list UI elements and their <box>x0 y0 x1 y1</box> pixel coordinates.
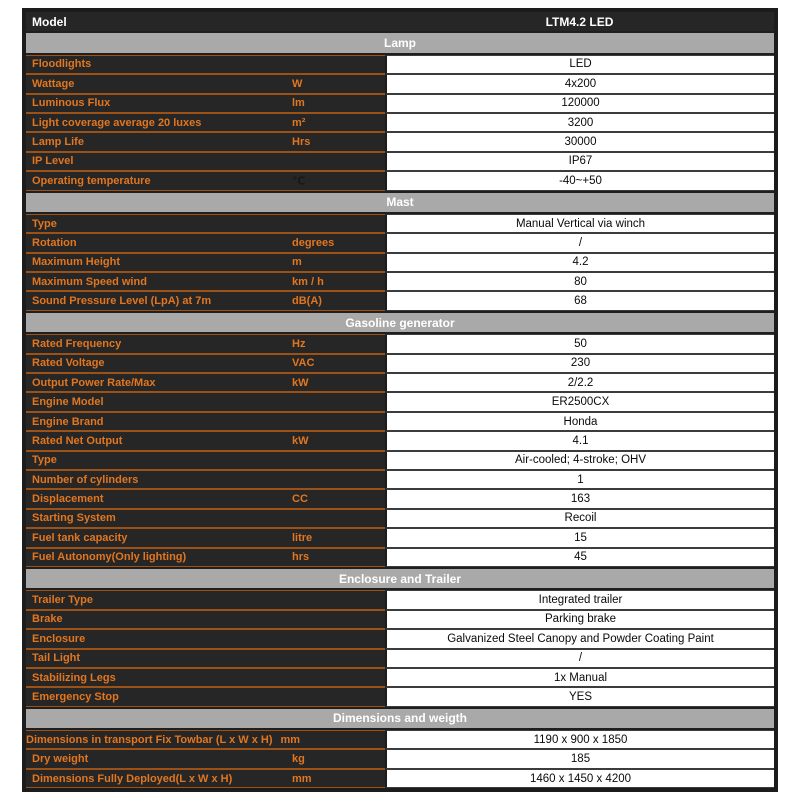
spec-row <box>26 354 774 373</box>
spec-value-cell: 1 <box>385 470 774 489</box>
row-unit: km / h <box>292 275 324 288</box>
spec-row <box>26 272 774 291</box>
row-unit: CC <box>292 493 308 506</box>
spec-label-cell <box>26 451 385 470</box>
row-unit: VAC <box>292 357 315 370</box>
row-label: Output Power Rate/Max <box>32 376 156 389</box>
row-label: Rated Voltage <box>32 357 105 370</box>
spec-value-cell: 230 <box>385 354 774 373</box>
row-label: Light coverage average 20 luxes <box>32 116 202 129</box>
spec-label-cell <box>26 649 385 668</box>
row-label: Starting System <box>32 512 116 525</box>
model-header-row <box>26 12 774 31</box>
spec-label-cell <box>26 233 385 252</box>
spec-label-cell <box>26 94 385 113</box>
spec-value-cell: 4x200 <box>385 74 774 93</box>
spec-row <box>26 152 774 171</box>
spec-row <box>26 74 774 93</box>
row-label: Number of cylinders <box>32 473 139 486</box>
section-title: Mast <box>386 195 414 210</box>
spec-label-cell <box>26 528 385 547</box>
spec-value-cell: 163 <box>385 489 774 508</box>
spec-label-cell <box>26 590 385 609</box>
spec-value-cell: / <box>385 649 774 668</box>
spec-value-cell: 30000 <box>385 132 774 151</box>
row-label: Lamp Life <box>32 136 84 149</box>
spec-row <box>26 687 774 706</box>
spec-value-cell: Air-cooled; 4-stroke; OHV <box>385 451 774 470</box>
row-unit: lm <box>292 97 305 110</box>
spec-label-cell <box>26 548 385 567</box>
row-label: Dry weight <box>32 753 89 766</box>
spec-row <box>26 94 774 113</box>
row-unit: mm <box>292 772 312 785</box>
row-label: Operating temperature <box>32 174 151 187</box>
spec-row <box>26 548 774 567</box>
row-label: Trailer Type <box>32 594 93 607</box>
spec-value-cell: 185 <box>385 749 774 768</box>
spec-label-cell <box>26 489 385 508</box>
spec-value-cell: / <box>385 233 774 252</box>
spec-value-cell: Honda <box>385 412 774 431</box>
spec-value-cell: 68 <box>385 291 774 310</box>
row-label: Enclosure <box>32 632 86 645</box>
section-header-row <box>26 191 774 214</box>
spec-row <box>26 590 774 609</box>
row-label: Emergency Stop <box>32 690 119 703</box>
spec-value-cell: Integrated trailer <box>385 590 774 609</box>
spec-label-cell <box>26 132 385 151</box>
spec-label-cell <box>26 769 385 788</box>
spec-row <box>26 113 774 132</box>
spec-label-cell <box>26 55 385 74</box>
row-label: Rotation <box>32 236 77 249</box>
spec-row <box>26 451 774 470</box>
section-header-row <box>26 311 774 334</box>
row-unit: Hz <box>292 337 306 350</box>
row-label: IP Level <box>32 155 74 168</box>
row-label: Luminous Flux <box>32 97 111 110</box>
spec-row <box>26 392 774 411</box>
spec-label-cell <box>26 373 385 392</box>
spec-label-cell <box>26 668 385 687</box>
spec-value-cell: 2/2.2 <box>385 373 774 392</box>
spec-value-cell: 45 <box>385 548 774 567</box>
spec-value-cell: IP67 <box>385 152 774 171</box>
spec-value-cell: 3200 <box>385 113 774 132</box>
spec-value-cell: 120000 <box>385 94 774 113</box>
spec-label-cell <box>26 152 385 171</box>
spec-value-cell: 50 <box>385 334 774 353</box>
row-unit: kg <box>292 753 305 766</box>
section-header-row <box>26 707 774 730</box>
spec-row <box>26 769 774 788</box>
spec-label-cell <box>26 392 385 411</box>
spec-label-cell <box>26 334 385 353</box>
spec-label-cell <box>26 509 385 528</box>
row-unit: hrs <box>292 551 310 564</box>
row-unit: m² <box>292 116 306 129</box>
spec-row <box>26 749 774 768</box>
spec-value-cell: 15 <box>385 528 774 547</box>
spec-table <box>22 8 778 792</box>
section-title: Enclosure and Trailer <box>338 571 462 586</box>
spec-label-cell <box>26 171 385 190</box>
spec-value-cell: -40~+50 <box>385 171 774 190</box>
spec-row <box>26 431 774 450</box>
section-title: Lamp <box>383 36 416 51</box>
spec-label-cell <box>26 291 385 310</box>
spec-label-cell <box>26 730 385 749</box>
spec-row <box>26 55 774 74</box>
row-label: Fuel Autonomy(Only lighting) <box>32 551 187 564</box>
spec-value-cell: 1460 x 1450 x 4200 <box>385 769 774 788</box>
spec-value-cell: 4.1 <box>385 431 774 450</box>
spec-value-cell: Parking brake <box>385 610 774 629</box>
spec-label-cell <box>26 431 385 450</box>
spec-row <box>26 253 774 272</box>
row-unit: mm <box>280 733 301 746</box>
row-unit: kW <box>292 434 309 447</box>
spec-row <box>26 509 774 528</box>
row-label: Sound Pressure Level (LpA) at 7m <box>32 295 212 308</box>
row-label: Engine Brand <box>32 415 104 428</box>
row-unit: W <box>292 77 303 90</box>
spec-value-cell: Manual Vertical via winch <box>385 214 774 233</box>
spec-label-cell <box>26 74 385 93</box>
row-label: Stabilizing Legs <box>32 671 116 684</box>
spec-label-cell <box>26 354 385 373</box>
spec-row <box>26 373 774 392</box>
spec-label-cell <box>26 214 385 233</box>
row-label: Type <box>32 454 57 467</box>
spec-label-cell <box>26 272 385 291</box>
spec-row <box>26 214 774 233</box>
spec-label-cell <box>26 113 385 132</box>
row-label: Fuel tank capacity <box>32 531 128 544</box>
spec-value-cell: 4.2 <box>385 253 774 272</box>
row-label: Engine Model <box>32 396 104 409</box>
spec-value-cell: LED <box>385 55 774 74</box>
row-label: Dimensions Fully Deployed(L x W x H) <box>32 772 233 785</box>
spec-label-cell <box>26 253 385 272</box>
row-label: Displacement <box>32 493 104 506</box>
row-label: Wattage <box>32 77 75 90</box>
spec-row <box>26 610 774 629</box>
spec-value-cell: Galvanized Steel Canopy and Powder Coating Paint <box>385 629 774 648</box>
spec-row <box>26 171 774 190</box>
spec-label-cell <box>26 629 385 648</box>
spec-row <box>26 291 774 310</box>
row-unit: kW <box>292 376 309 389</box>
spec-value-cell: 80 <box>385 272 774 291</box>
spec-row <box>26 649 774 668</box>
spec-value-cell: 1x Manual <box>385 668 774 687</box>
spec-label-cell <box>26 470 385 489</box>
spec-value-cell: YES <box>385 687 774 706</box>
row-unit: m <box>292 256 302 269</box>
row-label: Type <box>32 217 57 230</box>
section-header-row <box>26 31 774 54</box>
row-label: Floodlights <box>32 58 92 71</box>
spec-row <box>26 528 774 547</box>
spec-value-cell: Recoil <box>385 509 774 528</box>
spec-label-cell <box>26 610 385 629</box>
spec-row <box>26 132 774 151</box>
row-label: Maximum Height <box>32 256 121 269</box>
spec-row <box>26 233 774 252</box>
spec-row <box>26 730 774 749</box>
spec-row <box>26 334 774 353</box>
section-title: Dimensions and weigth <box>332 711 467 726</box>
row-label: Rated Net Output <box>32 434 123 447</box>
row-unit: dB(A) <box>292 295 322 308</box>
row-label: Dimensions in transport Fix Towbar (L x W x H) <box>26 733 273 746</box>
model-header-value: LTM4.2 LED <box>545 14 614 29</box>
spec-row <box>26 412 774 431</box>
row-unit: ℃ <box>292 175 306 188</box>
spec-row <box>26 668 774 687</box>
row-label: Brake <box>32 613 63 626</box>
row-unit: litre <box>292 531 313 544</box>
row-unit: degrees <box>292 236 335 249</box>
spec-value-cell: ER2500CX <box>385 392 774 411</box>
model-header-label: Model <box>32 14 67 29</box>
row-label: Tail Light <box>32 652 81 665</box>
spec-value-cell: 1190 x 900 x 1850 <box>385 730 774 749</box>
spec-label-cell <box>26 749 385 768</box>
spec-label-cell <box>26 412 385 431</box>
row-label: Rated Frequency <box>32 337 122 350</box>
spec-label-cell <box>26 687 385 706</box>
row-unit: Hrs <box>292 136 311 149</box>
section-title: Gasoline generator <box>345 315 455 330</box>
row-label: Maximum Speed wind <box>32 275 147 288</box>
spec-row <box>26 470 774 489</box>
spec-row <box>26 489 774 508</box>
spec-row <box>26 629 774 648</box>
section-header-row <box>26 567 774 590</box>
